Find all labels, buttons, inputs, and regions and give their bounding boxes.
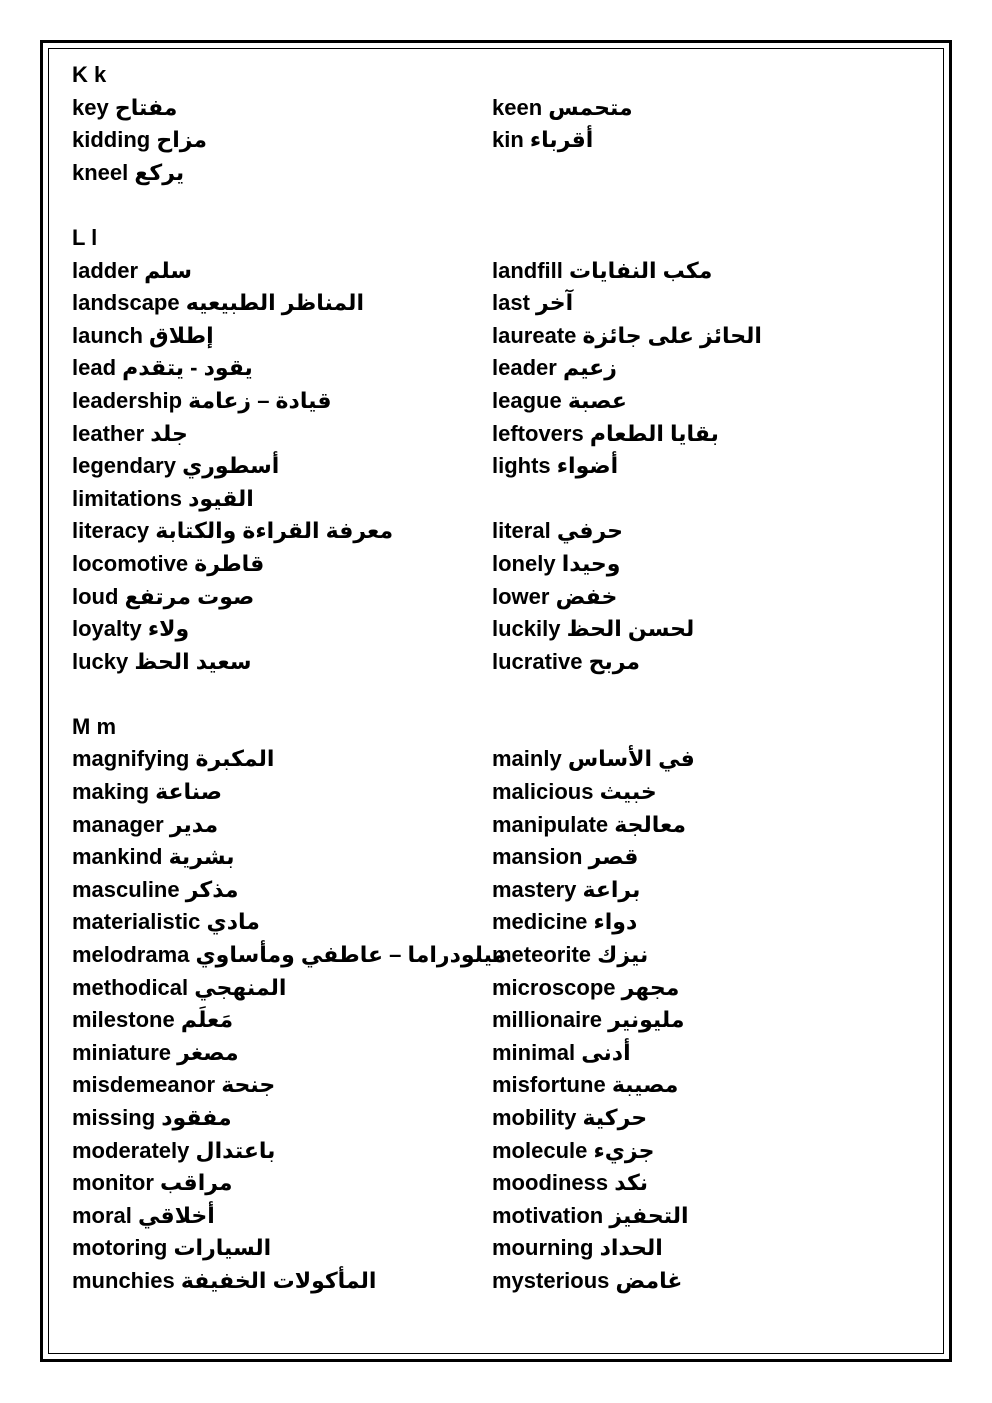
arabic-translation: زعيم	[562, 355, 617, 381]
arabic-translation: مجهر	[621, 974, 680, 1000]
vocab-row	[72, 124, 932, 157]
vocab-entry-right	[492, 515, 623, 548]
english-word: loyalty	[72, 616, 142, 642]
vocab-entry-right	[492, 255, 712, 288]
arabic-translation: مصيبة	[611, 1072, 679, 1098]
vocab-row	[72, 255, 932, 288]
arabic-translation: صوت مرتفع	[124, 583, 255, 609]
arabic-translation: أضواء	[556, 453, 619, 479]
arabic-translation: متحمس	[548, 94, 633, 120]
vocab-entry-left	[72, 450, 279, 483]
arabic-translation: مفتاح	[114, 94, 178, 120]
english-word: munchies	[72, 1267, 175, 1293]
vocab-row	[72, 1200, 932, 1233]
vocab-entry-left	[72, 287, 364, 320]
arabic-translation: بقايا الطعام	[589, 420, 719, 446]
vocab-entry-left	[72, 418, 188, 451]
vocab-entry-left	[72, 548, 264, 581]
vocab-row	[72, 1069, 932, 1102]
vocab-row	[72, 743, 932, 776]
vocab-entry-right	[492, 972, 679, 1005]
arabic-translation: نكد	[614, 1170, 649, 1196]
vocab-entry-left	[72, 1004, 233, 1037]
arabic-translation: أدنى	[581, 1039, 631, 1065]
english-word: motivation	[492, 1202, 604, 1228]
vocab-entry-right	[492, 906, 637, 939]
english-word: miniature	[72, 1039, 172, 1065]
vocab-row	[72, 646, 932, 679]
english-word: leadership	[72, 387, 183, 413]
english-word: last	[492, 290, 530, 316]
vocab-entry-right	[492, 352, 617, 385]
vocab-entry-left	[72, 1135, 275, 1168]
english-word: launch	[72, 322, 143, 348]
arabic-translation: المناظر الطبيعيه	[185, 290, 364, 316]
arabic-translation: المأكولات الخفيفة	[180, 1267, 377, 1293]
arabic-translation: مذكر	[185, 876, 239, 902]
vocab-entry-right	[492, 1004, 684, 1037]
english-word: lucky	[72, 648, 129, 674]
vocab-entry-left	[72, 874, 239, 907]
vocab-entry-left	[72, 972, 286, 1005]
vocab-row	[72, 874, 932, 907]
english-word: lucrative	[492, 648, 583, 674]
arabic-translation: مفقود	[161, 1105, 232, 1130]
section-heading: M m	[72, 713, 116, 739]
vocab-entry-right	[492, 1037, 631, 1070]
vocab-entry-left	[72, 255, 192, 288]
vocab-entry-right	[492, 874, 640, 907]
vocab-entry-left	[72, 743, 274, 776]
vocab-entry-right	[492, 1200, 689, 1233]
section-spacer	[72, 189, 932, 222]
arabic-translation: الحائز على جائزة	[582, 322, 762, 348]
arabic-translation: حرفي	[556, 518, 624, 544]
arabic-translation: يركع	[134, 159, 185, 185]
english-word: methodical	[72, 974, 189, 1000]
vocab-entry-left	[72, 776, 222, 809]
arabic-translation: جنحة	[221, 1072, 276, 1098]
vocab-entry-left	[72, 613, 189, 646]
arabic-translation: مصغر	[177, 1039, 239, 1065]
vocab-entry-left	[72, 646, 251, 679]
arabic-translation: عصبة	[567, 387, 627, 413]
vocab-entry-left	[72, 1102, 232, 1135]
arabic-translation: أخلاقي	[138, 1202, 215, 1228]
arabic-translation: المكبرة	[195, 746, 275, 772]
english-word: medicine	[492, 909, 588, 935]
vocab-entry-right	[492, 385, 627, 418]
vocabulary-list	[72, 59, 932, 1298]
vocab-row	[72, 548, 932, 581]
arabic-translation: ميلودراما – عاطفي ومأساوي	[195, 942, 507, 968]
vocab-entry-left	[72, 352, 253, 385]
english-word: kidding	[72, 127, 151, 153]
english-word: mastery	[492, 876, 577, 902]
vocab-entry-right	[492, 581, 617, 614]
arabic-translation: خبيث	[599, 779, 657, 805]
vocab-entry-left	[72, 1232, 271, 1265]
arabic-translation: مربح	[588, 648, 641, 674]
english-word: malicious	[492, 779, 594, 805]
english-word: leftovers	[492, 420, 584, 446]
english-word: milestone	[72, 1007, 175, 1033]
vocab-row	[72, 320, 932, 353]
english-word: minimal	[492, 1039, 576, 1065]
arabic-translation: ولاء	[147, 616, 190, 642]
english-word: millionaire	[492, 1007, 603, 1033]
vocab-entry-right	[492, 548, 620, 581]
arabic-translation: مدير	[169, 811, 219, 837]
vocab-entry-left	[72, 320, 214, 353]
vocab-row	[72, 1037, 932, 1070]
vocab-row	[72, 352, 932, 385]
arabic-translation: وحيدا	[561, 550, 621, 576]
vocab-entry-right	[492, 124, 593, 157]
vocab-entry-right	[492, 1135, 654, 1168]
vocab-row	[72, 1167, 932, 1200]
english-word: literal	[492, 518, 551, 544]
vocab-row	[72, 776, 932, 809]
arabic-translation: سلم	[144, 257, 193, 283]
arabic-translation: إطلاق	[149, 322, 214, 348]
english-word: mysterious	[492, 1267, 610, 1293]
arabic-translation: مَعلَم	[180, 1007, 234, 1033]
arabic-translation: خفض	[555, 583, 618, 609]
english-word: mansion	[492, 844, 583, 870]
english-word: melodrama	[72, 942, 190, 968]
english-word: laureate	[492, 322, 577, 348]
arabic-translation: قصر	[588, 844, 639, 870]
vocab-row	[72, 581, 932, 614]
vocab-entry-right	[492, 1102, 647, 1135]
vocab-entry-right	[492, 743, 695, 776]
english-word: moodiness	[492, 1170, 609, 1196]
vocab-entry-right	[492, 776, 657, 809]
arabic-translation: الحداد	[599, 1235, 663, 1261]
arabic-translation: المنهجي	[194, 974, 287, 1000]
arabic-translation: مليونير	[608, 1007, 685, 1033]
vocab-entry-left	[72, 1069, 275, 1102]
vocab-row	[72, 1232, 932, 1265]
english-word: manipulate	[492, 811, 609, 837]
vocab-entry-right	[492, 809, 686, 842]
arabic-translation: يقود - يتقدم	[122, 355, 253, 381]
english-word: literacy	[72, 518, 150, 544]
english-word: molecule	[492, 1137, 588, 1163]
english-word: misfortune	[492, 1072, 606, 1098]
vocab-entry-left	[72, 1037, 239, 1070]
arabic-translation: بشرية	[168, 844, 235, 870]
arabic-translation: حركية	[582, 1105, 648, 1130]
arabic-translation: دواء	[593, 909, 638, 935]
section-spacer	[72, 678, 932, 711]
vocab-entry-right	[492, 939, 648, 972]
vocab-entry-right	[492, 1069, 678, 1102]
english-word: kneel	[72, 159, 129, 185]
english-word: leader	[492, 355, 557, 381]
english-word: ladder	[72, 257, 139, 283]
vocab-entry-right	[492, 320, 762, 353]
english-word: missing	[72, 1105, 156, 1130]
english-word: locomotive	[72, 550, 189, 576]
vocab-entry-left	[72, 385, 331, 418]
vocab-entry-left	[72, 809, 218, 842]
vocab-row	[72, 385, 932, 418]
arabic-translation: مزاح	[156, 127, 208, 153]
vocab-entry-right	[492, 92, 633, 125]
vocab-entry-left	[72, 906, 260, 939]
arabic-translation: صناعة	[155, 779, 223, 805]
english-word: lower	[492, 583, 550, 609]
vocab-row	[72, 483, 932, 516]
arabic-translation: معالجة	[614, 811, 687, 837]
vocab-entry-right	[492, 1265, 682, 1298]
vocab-row	[72, 841, 932, 874]
english-word: legendary	[72, 453, 176, 479]
english-word: moderately	[72, 1137, 190, 1163]
vocab-entry-right	[492, 418, 719, 451]
section-heading: K k	[72, 62, 107, 87]
arabic-translation: سعيد الحظ	[134, 648, 252, 674]
vocab-row	[72, 939, 932, 972]
vocab-entry-right	[492, 1232, 663, 1265]
vocab-row	[72, 157, 932, 190]
english-word: motoring	[72, 1235, 168, 1261]
english-word: lights	[492, 453, 551, 479]
arabic-translation: مكب النفايات	[569, 257, 713, 283]
section-heading: L l	[72, 224, 98, 250]
english-word: luckily	[492, 616, 561, 642]
english-word: lonely	[492, 550, 556, 576]
english-word: leather	[72, 420, 145, 446]
arabic-translation: قيادة – زعامة	[188, 387, 332, 413]
english-word: lead	[72, 355, 117, 381]
english-word: making	[72, 779, 150, 805]
english-word: league	[492, 387, 562, 413]
english-word: landscape	[72, 290, 180, 316]
english-word: key	[72, 94, 109, 120]
english-word: mourning	[492, 1235, 594, 1261]
vocab-row	[72, 972, 932, 1005]
vocab-entry-left	[72, 939, 506, 972]
vocab-entry-left	[72, 92, 177, 125]
english-word: magnifying	[72, 746, 190, 772]
english-word: keen	[492, 94, 543, 120]
vocab-row	[72, 809, 932, 842]
vocab-row	[72, 1135, 932, 1168]
english-word: moral	[72, 1202, 132, 1228]
arabic-translation: جلد	[150, 420, 188, 446]
english-word: manager	[72, 811, 164, 837]
arabic-translation: آخر	[536, 290, 574, 316]
arabic-translation: غامض	[615, 1267, 683, 1293]
vocab-row	[72, 906, 932, 939]
english-word: mankind	[72, 844, 163, 870]
english-word: loud	[72, 583, 119, 609]
vocab-row	[72, 1004, 932, 1037]
arabic-translation: القيود	[188, 485, 254, 511]
vocab-row	[72, 287, 932, 320]
vocab-entry-left	[72, 483, 254, 516]
english-word: misdemeanor	[72, 1072, 216, 1098]
vocab-entry-left	[72, 157, 184, 190]
vocab-entry-right	[492, 287, 573, 320]
vocab-entry-left	[72, 124, 207, 157]
vocab-entry-left	[72, 515, 393, 548]
english-word: monitor	[72, 1170, 154, 1196]
english-word: mainly	[492, 746, 562, 772]
vocab-entry-left	[72, 1200, 215, 1233]
vocab-row	[72, 450, 932, 483]
vocab-entry-right	[492, 613, 694, 646]
arabic-translation: مادي	[206, 909, 260, 935]
vocab-row	[72, 1265, 932, 1298]
arabic-translation: لحسن الحظ	[566, 616, 695, 642]
vocab-entry-right	[492, 841, 638, 874]
arabic-translation: معرفة القراءة والكتابة	[155, 518, 394, 544]
english-word: mobility	[492, 1105, 577, 1130]
arabic-translation: السيارات	[173, 1235, 272, 1261]
arabic-translation: نيزك	[597, 942, 649, 968]
vocab-row	[72, 515, 932, 548]
arabic-translation: براعة	[582, 876, 641, 902]
arabic-translation: أسطوري	[182, 453, 280, 479]
arabic-translation: أقرباء	[529, 127, 594, 153]
vocab-entry-right	[492, 1167, 648, 1200]
english-word: materialistic	[72, 909, 201, 935]
english-word: landfill	[492, 257, 563, 283]
arabic-translation: جزيء	[593, 1137, 655, 1163]
arabic-translation: في الأساس	[567, 746, 695, 772]
vocab-row	[72, 92, 932, 125]
vocab-entry-right	[492, 450, 618, 483]
vocab-entry-right	[492, 646, 640, 679]
vocab-entry-left	[72, 841, 235, 874]
english-word: masculine	[72, 876, 180, 902]
vocab-row	[72, 613, 932, 646]
vocab-entry-left	[72, 1265, 376, 1298]
english-word: limitations	[72, 485, 183, 511]
english-word: microscope	[492, 974, 616, 1000]
arabic-translation: باعتدال	[195, 1137, 276, 1163]
arabic-translation: التحفيز	[609, 1202, 689, 1228]
arabic-translation: مراقب	[160, 1170, 233, 1196]
vocab-entry-left	[72, 581, 254, 614]
vocab-row	[72, 418, 932, 451]
english-word: meteorite	[492, 942, 592, 968]
vocab-row	[72, 1102, 932, 1135]
arabic-translation: قاطرة	[194, 550, 265, 576]
english-word: kin	[492, 127, 524, 153]
vocab-entry-left	[72, 1167, 233, 1200]
